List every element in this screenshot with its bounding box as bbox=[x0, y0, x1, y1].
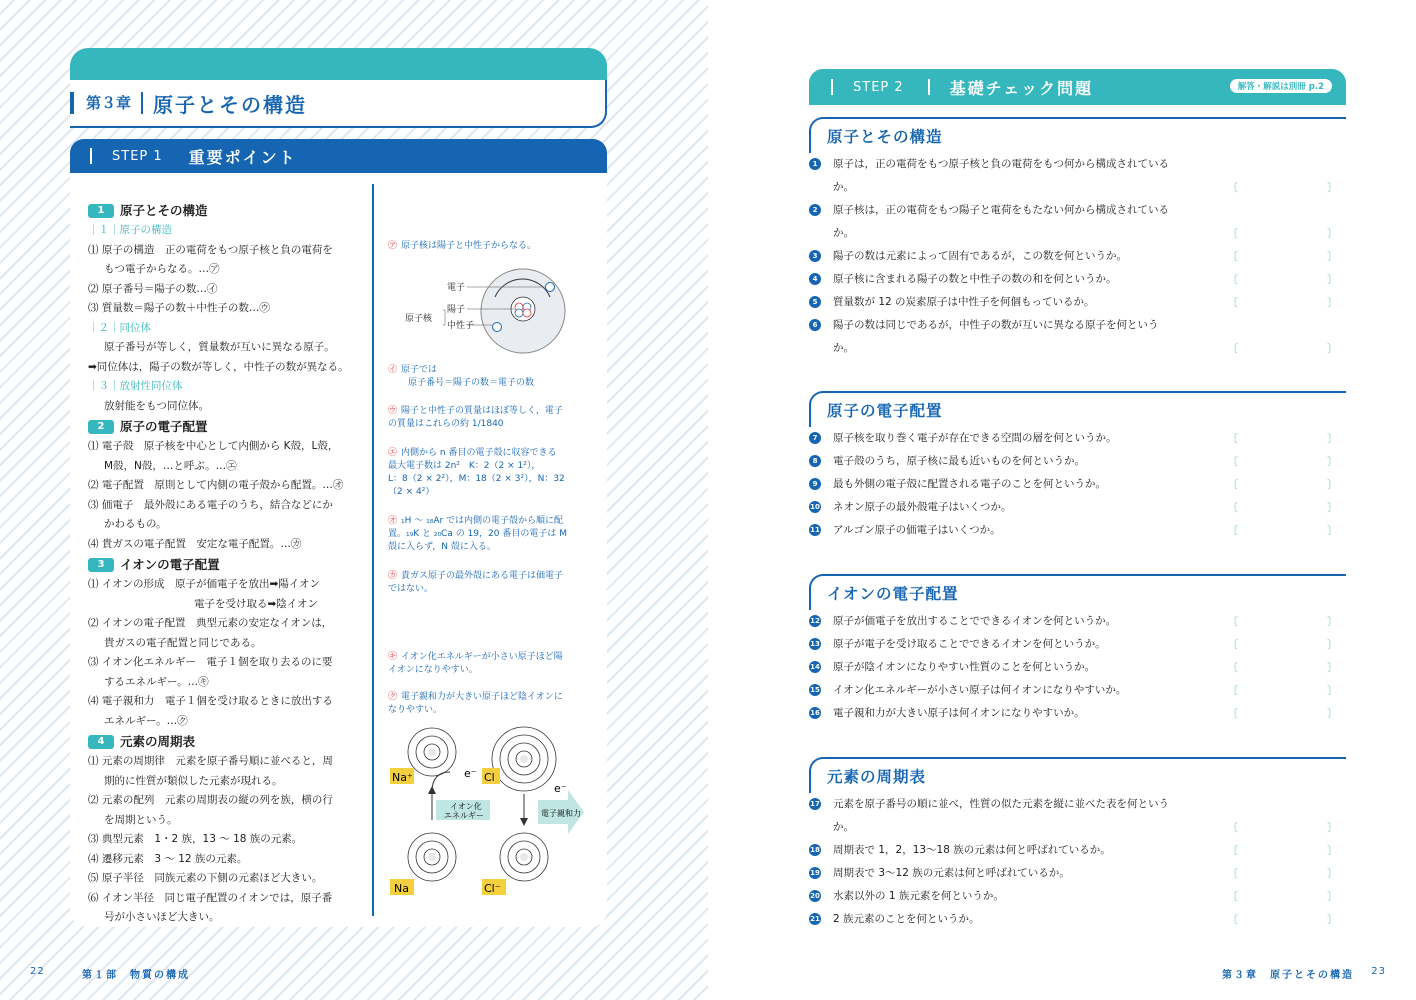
step1-title: 重要ポイント bbox=[188, 147, 297, 167]
question bbox=[809, 862, 1346, 885]
chapter-footer: 第３章 原子とその構造 bbox=[1222, 970, 1354, 981]
answer-bracket-right: 〕 bbox=[1327, 615, 1338, 628]
answer-bracket-left: 〔 bbox=[1227, 273, 1238, 286]
question-number: 8 bbox=[809, 455, 821, 467]
question-text: 原子が電子を受け取ることでできるイオンを何というか。 bbox=[833, 638, 1106, 650]
label-affinity: 電子親和力 bbox=[541, 809, 581, 818]
note: ㋕ 貴ガス原子の最外殻にある電子は価電子 ではない。 bbox=[388, 571, 564, 594]
section-heading: 4 元素の周期表 bbox=[88, 732, 368, 752]
question-cont bbox=[809, 222, 1346, 245]
right-page bbox=[708, 0, 1416, 1000]
answer-bracket-right: 〕 bbox=[1327, 501, 1338, 514]
label-ion-energy-1: イオン化 bbox=[450, 802, 482, 811]
answer-bracket-right: 〕 bbox=[1327, 524, 1338, 537]
answer-bracket-left: 〔 bbox=[1227, 844, 1238, 857]
chapter-number: 第３章 bbox=[70, 92, 141, 114]
question-number: 6 bbox=[809, 319, 821, 331]
label-ion-energy-2: エネルギー bbox=[444, 811, 484, 820]
answer-bracket-left: 〔 bbox=[1227, 913, 1238, 926]
atom-structure-diagram bbox=[405, 267, 575, 357]
answer-bracket-left: 〔 bbox=[1227, 296, 1238, 309]
point-cont: 貴ガスの電子配置と同じである。 bbox=[104, 636, 262, 649]
question-text: か。 bbox=[833, 821, 854, 833]
question-number: 5 bbox=[809, 296, 821, 308]
point: ⑶ 質量数＝陽子の数＋中性子の数…㋒ bbox=[88, 302, 270, 314]
question-text: か。 bbox=[833, 342, 854, 354]
question-text: か。 bbox=[833, 181, 854, 193]
question-text: 陽子の数は元素によって固有であるが，この数を何というか。 bbox=[833, 250, 1127, 262]
question bbox=[809, 314, 1346, 337]
question-number: 20 bbox=[810, 892, 820, 900]
question-number: 18 bbox=[810, 846, 820, 854]
section-heading: 3 イオンの電子配置 bbox=[88, 555, 368, 575]
question-cont bbox=[809, 816, 1346, 839]
point: ⑶ イオン化エネルギー 電子１個を取り去るのに要 bbox=[88, 656, 333, 668]
question-text: 電子殻のうち，原子核に最も近いものを何というか。 bbox=[833, 455, 1085, 467]
answer-bracket-right: 〕 bbox=[1327, 821, 1338, 834]
label-electron-2: e⁻ bbox=[554, 782, 567, 795]
point-cont: を周期という。 bbox=[104, 813, 178, 826]
note: ㋑ 原子では 原子番号＝陽子の数＝電子の数 bbox=[388, 365, 535, 388]
question-section-title: 原子とその構造 bbox=[809, 117, 1346, 153]
step1-label: STEP 1 bbox=[112, 148, 163, 164]
question-text: 原子核に含まれる陽子の数と中性子の数の和を何というか。 bbox=[833, 273, 1117, 285]
question-number: 4 bbox=[809, 273, 821, 285]
question-section-title: イオンの電子配置 bbox=[809, 574, 1346, 610]
question-text: 周期表で 1，2，13〜18 族の元素は何と呼ばれているか。 bbox=[833, 844, 1111, 856]
chapter-title: 原子とその構造 bbox=[153, 92, 308, 117]
question-text: 原子が価電子を放出することでできるイオンを何というか。 bbox=[833, 615, 1117, 627]
answer-bracket-right: 〕 bbox=[1327, 913, 1338, 926]
answer-bracket-left: 〔 bbox=[1227, 684, 1238, 697]
answer-bracket-left: 〔 bbox=[1227, 707, 1238, 720]
subheading: ｜１｜原子の構造 bbox=[88, 224, 172, 236]
question bbox=[809, 793, 1346, 816]
question-number: 1 bbox=[809, 158, 821, 170]
question-text: 元素を原子番号の順に並べ，性質の似た元素を縦に並べた表を何という bbox=[833, 798, 1169, 810]
question bbox=[809, 268, 1346, 291]
point: ⑵ 原子番号＝陽子の数…㋑ bbox=[88, 282, 218, 295]
question bbox=[809, 839, 1346, 862]
question-number: 19 bbox=[810, 869, 820, 877]
question bbox=[809, 656, 1346, 679]
answer-bracket-left: 〔 bbox=[1227, 867, 1238, 880]
question-text: 水素以外の 1 族元素を何というか。 bbox=[833, 890, 1004, 902]
label-neutron: 中性子 bbox=[447, 321, 475, 331]
question bbox=[809, 496, 1346, 519]
question-section-title: 原子の電子配置 bbox=[809, 391, 1346, 427]
point: ➡同位体は，陽子の数が等しく，中性子の数が異なる。 bbox=[88, 360, 349, 373]
answer-bracket-left: 〔 bbox=[1227, 890, 1238, 903]
question-text: 周期表で 3〜12 族の元素は何と呼ばれているか。 bbox=[833, 867, 1070, 879]
note: ㋔ ₁H 〜 ₁₈Ar では内側の電子殻から順に配 置。₁₉K と ₂₀Ca の 19，20 番目の電子は M 殻に入らず，N 殻に入る。 bbox=[388, 516, 567, 552]
answer-bracket-right: 〕 bbox=[1327, 661, 1338, 674]
point: 原子番号が等しく，質量数が互いに異なる原子。 bbox=[104, 341, 335, 353]
label-na-plus: Na⁺ bbox=[392, 771, 413, 784]
label-na: Na bbox=[394, 882, 409, 895]
answer-bracket-left: 〔 bbox=[1227, 638, 1238, 651]
answer-bracket-left: 〔 bbox=[1227, 501, 1238, 514]
subheading: ｜３｜放射性同位体 bbox=[88, 380, 183, 392]
point: ⑴ 原子の構造 正の電荷をもつ原子核と負の電荷を bbox=[88, 243, 333, 256]
label-proton: 陽子 bbox=[447, 305, 466, 315]
question bbox=[809, 473, 1346, 496]
question-text: 原子は，正の電荷をもつ原子核と負の電荷をもつ何から構成されている bbox=[833, 158, 1169, 170]
answer-bracket-right: 〕 bbox=[1327, 867, 1338, 880]
answer-bracket-right: 〕 bbox=[1327, 432, 1338, 445]
point-cont: 電子を受け取る➡陰イオン bbox=[194, 597, 318, 610]
answer-bracket-right: 〕 bbox=[1327, 684, 1338, 697]
answer-bracket-right: 〕 bbox=[1327, 844, 1338, 857]
question-text: 電子親和力が大きい原子は何イオンになりやすいか。 bbox=[833, 707, 1085, 719]
question-cont bbox=[809, 176, 1346, 199]
answer-bracket-left: 〔 bbox=[1227, 478, 1238, 491]
step2-title: 基礎チェック問題 bbox=[949, 78, 1094, 98]
question-cont bbox=[809, 337, 1346, 360]
question-text: 原子核は，正の電荷をもつ陽子と電荷をもたない何から構成されている bbox=[833, 204, 1169, 216]
point: ⑴ 電子殻 原子核を中心として内側から K殻，L殻， bbox=[88, 440, 339, 452]
note: ㋓ 内側から n 番目の電子殻に収容できる 最大電子数は 2n² K：2（2 × 1²）， L：8（2 × 2²），M：18（2 × 3²），N：32 （2 × 4²） bbox=[388, 448, 565, 497]
answer-bracket-left: 〔 bbox=[1227, 227, 1238, 240]
page-number: 23 bbox=[1371, 966, 1386, 977]
question-text: 原子が陰イオンになりやすい性質のことを何というか。 bbox=[833, 661, 1096, 673]
answer-bracket-left: 〔 bbox=[1227, 181, 1238, 194]
question bbox=[809, 245, 1346, 268]
question-number: 21 bbox=[810, 915, 820, 923]
question bbox=[809, 291, 1346, 314]
note: ㋐ 原子核は陽子と中性子からなる。 bbox=[388, 241, 537, 251]
point: ⑵ 電子配置 原則として内側の電子殻から配置。…㋔ bbox=[88, 479, 344, 491]
question-text: ネオン原子の最外殻電子はいくつか。 bbox=[833, 501, 1012, 513]
note: ㋒ 陽子と中性子の質量はほぼ等しく，電子 の質量はこれらの約 1/1840 bbox=[388, 406, 563, 429]
chapter-header bbox=[70, 80, 607, 128]
question-text: イオン化エネルギーが小さい原子は何イオンになりやすいか。 bbox=[833, 684, 1127, 696]
point: ⑶ 価電子 最外殻にある電子のうち，結合などにか bbox=[88, 498, 333, 511]
answer-bracket-left: 〔 bbox=[1227, 455, 1238, 468]
point: ⑶ 典型元素 1・2 族，13 〜 18 族の元素。 bbox=[88, 833, 303, 845]
question-number: 17 bbox=[810, 800, 820, 808]
note: ㋗ 電子親和力が大きい原子ほど陰イオンに なりやすい。 bbox=[388, 692, 563, 715]
question-number: 7 bbox=[809, 432, 821, 444]
answer-bracket-right: 〕 bbox=[1327, 342, 1338, 355]
chapter-divider bbox=[141, 92, 143, 114]
chapter-header-band bbox=[70, 48, 607, 84]
point: ⑹ イオン半径 同じ電子配置のイオンでは，原子番 bbox=[88, 891, 333, 904]
part-title: 第１部 物質の構成 bbox=[82, 970, 190, 981]
answer-bracket-left: 〔 bbox=[1227, 250, 1238, 263]
question-section bbox=[809, 117, 1346, 360]
question-text: 原子核を取り巻く電子が存在できる空間の層を何というか。 bbox=[833, 432, 1117, 444]
question bbox=[809, 450, 1346, 473]
answer-bracket-right: 〕 bbox=[1327, 478, 1338, 491]
answer-bracket-right: 〕 bbox=[1327, 181, 1338, 194]
point-cont: エネルギー。…㋗ bbox=[104, 714, 188, 727]
question-text: 質量数が 12 の炭素原子は中性子を何個もっているか。 bbox=[833, 296, 1095, 308]
question-section bbox=[809, 391, 1346, 542]
point: ⑷ 電子親和力 電子１個を受け取るときに放出する bbox=[88, 695, 333, 707]
section-heading: 2 原子の電子配置 bbox=[88, 417, 368, 437]
point: ⑸ 原子半径 同族元素の下側の元素ほど大きい。 bbox=[88, 872, 323, 884]
point-cont: かわるもの。 bbox=[104, 518, 167, 530]
section-heading: 1 原子とその構造 bbox=[88, 201, 368, 221]
question-number: 13 bbox=[810, 640, 820, 648]
step2-header bbox=[809, 69, 1346, 105]
label-nucleus: 原子核 bbox=[405, 314, 433, 324]
question-section-title: 元素の周期表 bbox=[809, 757, 1346, 793]
point-cont: するエネルギー。…㋖ bbox=[104, 675, 209, 688]
subheading: ｜２｜同位体 bbox=[88, 321, 151, 334]
point: 放射能をもつ同位体。 bbox=[104, 399, 209, 412]
question-text: 陽子の数は同じであるが，中性子の数が互いに異なる原子を何という bbox=[833, 319, 1159, 331]
step1-header bbox=[70, 139, 607, 173]
question bbox=[809, 633, 1346, 656]
question-number: 9 bbox=[809, 478, 821, 490]
question-number: 15 bbox=[810, 686, 820, 694]
question-section bbox=[809, 574, 1346, 725]
answer-reference-badge: 解答・解説は別冊 p.2 bbox=[1230, 79, 1332, 93]
question bbox=[809, 908, 1346, 931]
point-cont: M殻，N殻，…と呼ぶ。…㋓ bbox=[104, 459, 237, 472]
question-number: 12 bbox=[810, 617, 820, 625]
answer-bracket-right: 〕 bbox=[1327, 455, 1338, 468]
answer-bracket-left: 〔 bbox=[1227, 432, 1238, 445]
point: ⑵ イオンの電子配置 典型元素の安定なイオンは， bbox=[88, 617, 333, 629]
question-number: 11 bbox=[810, 526, 820, 534]
answer-bracket-right: 〕 bbox=[1327, 638, 1338, 651]
point-cont: 号が小さいほど大きい。 bbox=[104, 911, 220, 923]
key-points-column bbox=[88, 200, 368, 928]
note: ㋖ イオン化エネルギーが小さい原子ほど陽 イオンになりやすい。 bbox=[388, 652, 563, 675]
point-cont: 期的に性質が類似した元素が現れる。 bbox=[104, 774, 283, 787]
question-section bbox=[809, 757, 1346, 931]
answer-bracket-right: 〕 bbox=[1327, 707, 1338, 720]
column-divider bbox=[372, 184, 374, 916]
label-cl-minus: Cl⁻ bbox=[484, 882, 501, 895]
question bbox=[809, 153, 1346, 176]
question bbox=[809, 679, 1346, 702]
question-text: か。 bbox=[833, 227, 854, 239]
question-number: 10 bbox=[810, 503, 820, 511]
question bbox=[809, 199, 1346, 222]
question-text: アルゴン原子の価電子はいくつか。 bbox=[833, 524, 1001, 536]
point: ⑷ 遷移元素 3 〜 12 族の元素。 bbox=[88, 852, 248, 865]
question-number: 14 bbox=[810, 663, 820, 671]
point: ⑴ イオンの形成 原子が価電子を放出➡陽イオン bbox=[88, 578, 321, 590]
answer-bracket-right: 〕 bbox=[1327, 273, 1338, 286]
question-number: 3 bbox=[809, 250, 821, 262]
answer-bracket-right: 〕 bbox=[1327, 227, 1338, 240]
question-number: 2 bbox=[809, 204, 821, 216]
answer-bracket-left: 〔 bbox=[1227, 342, 1238, 355]
ion-formation-diagram bbox=[388, 722, 588, 902]
question-number: 16 bbox=[810, 709, 820, 717]
answer-bracket-right: 〕 bbox=[1327, 250, 1338, 263]
label-cl: Cl bbox=[484, 771, 495, 784]
answer-bracket-right: 〕 bbox=[1327, 890, 1338, 903]
question bbox=[809, 885, 1346, 908]
point: ⑷ 貴ガスの電子配置 安定な電子配置。…㋕ bbox=[88, 537, 302, 550]
question-text: 最も外側の電子殻に配置される電子のことを何というか。 bbox=[833, 478, 1106, 490]
question bbox=[809, 702, 1346, 725]
step2-label: STEP 2 bbox=[853, 79, 904, 95]
question bbox=[809, 427, 1346, 450]
question bbox=[809, 610, 1346, 633]
page-number: 22 bbox=[30, 966, 45, 977]
answer-bracket-left: 〔 bbox=[1227, 821, 1238, 834]
label-electron: 電子 bbox=[447, 283, 466, 293]
question bbox=[809, 519, 1346, 542]
answer-bracket-right: 〕 bbox=[1327, 296, 1338, 309]
point-cont: もつ電子からなる。…㋐ bbox=[104, 263, 220, 275]
answer-bracket-left: 〔 bbox=[1227, 661, 1238, 674]
point: ⑴ 元素の周期律 元素を原子番号順に並べると，周 bbox=[88, 755, 333, 767]
answer-bracket-left: 〔 bbox=[1227, 615, 1238, 628]
answer-bracket-left: 〔 bbox=[1227, 524, 1238, 537]
question-text: 2 族元素のことを何というか。 bbox=[833, 913, 980, 925]
label-electron: e⁻ bbox=[464, 767, 477, 780]
point: ⑵ 元素の配列 元素の周期表の縦の列を族，横の行 bbox=[88, 794, 333, 806]
